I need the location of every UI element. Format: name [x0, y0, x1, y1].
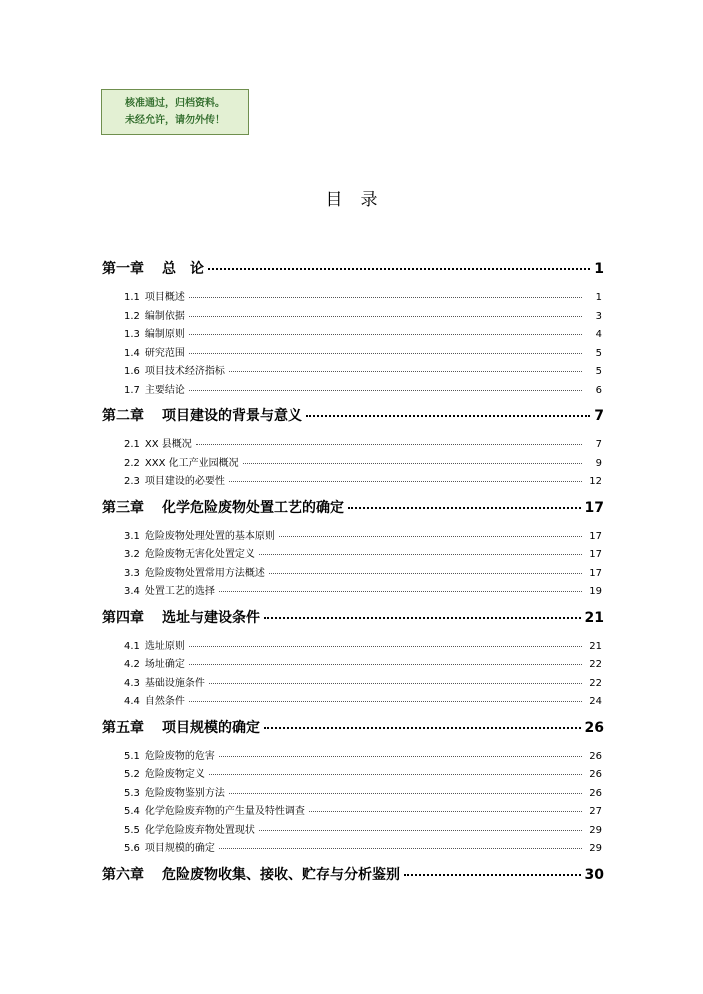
toc-section[interactable]: [102, 674, 604, 693]
section-label: [124, 307, 185, 322]
section-page: 9: [595, 457, 602, 469]
section-number: 2.2: [124, 457, 140, 469]
section-label: [124, 821, 255, 836]
chapter-title: 危险废物收集、接收、贮存与分析鉴别: [162, 866, 400, 883]
section-label: [124, 454, 239, 469]
dot-leader: [219, 591, 582, 592]
section-number: 5.4: [124, 806, 140, 817]
section-page: 29: [589, 843, 602, 854]
toc-chapter[interactable]: [102, 497, 604, 521]
toc-section[interactable]: [102, 692, 604, 711]
chapter-title: 项目规模的确定: [162, 719, 260, 736]
dot-leader: [264, 727, 581, 729]
section-page: 22: [589, 677, 602, 689]
dot-leader: [219, 848, 582, 849]
toc-chapter[interactable]: [102, 405, 604, 429]
section-number: 1.7: [124, 384, 140, 396]
section-page: 17: [589, 549, 602, 560]
section-label: [124, 325, 185, 340]
spacer: [102, 888, 604, 894]
dot-leader: [189, 664, 582, 665]
section-title: XX 县概况: [144, 439, 192, 450]
toc-section[interactable]: [102, 545, 604, 564]
dot-leader: [229, 371, 582, 372]
section-number: 3.2: [124, 549, 140, 560]
dot-leader: [259, 830, 582, 831]
toc-section[interactable]: [102, 527, 604, 546]
section-number: 1.2: [124, 310, 140, 322]
toc-section[interactable]: [102, 564, 604, 583]
section-label: [124, 344, 185, 359]
section-number: 3.1: [124, 530, 140, 542]
section-title: 项目建设的必要性: [144, 476, 225, 487]
section-label: [124, 582, 215, 597]
toc-section[interactable]: [102, 325, 604, 344]
section-label: [124, 288, 185, 303]
section-page: 26: [589, 787, 602, 799]
toc-section[interactable]: [102, 435, 604, 454]
section-page: 27: [589, 806, 602, 817]
dot-leader: [309, 811, 582, 812]
section-label: [124, 674, 205, 689]
section-title: 选址原则: [144, 640, 185, 652]
dot-leader: [348, 507, 581, 509]
dot-leader: [219, 756, 582, 757]
section-page: 26: [589, 750, 602, 762]
section-number: 3.4: [124, 586, 140, 597]
dot-leader: [269, 573, 582, 574]
chapter-label: [102, 717, 260, 737]
toc-chapter[interactable]: [102, 717, 604, 741]
chapter-label: [102, 607, 260, 627]
toc-section[interactable]: [102, 582, 604, 601]
section-label: [124, 435, 192, 450]
dot-leader: [189, 390, 582, 391]
section-number: 5.5: [124, 824, 140, 836]
section-title: XXX 化工产业园概况: [144, 457, 239, 469]
section-page: 17: [589, 530, 602, 542]
chapter-page: 7: [594, 408, 604, 424]
stamp-line-1: 核准通过，归档资料。: [125, 98, 225, 109]
toc-section[interactable]: [102, 307, 604, 326]
dot-leader: [209, 683, 582, 684]
section-number: 4.2: [124, 659, 140, 670]
section-label: [124, 472, 225, 487]
chapter-number: 第二章: [102, 408, 144, 424]
dot-leader: [229, 481, 582, 482]
toc-section[interactable]: [102, 381, 604, 400]
toc-section[interactable]: [102, 802, 604, 821]
chapter-label: [102, 497, 344, 517]
section-title: 项目技术经济指标: [144, 366, 225, 377]
chapter-page: 21: [584, 609, 604, 626]
section-title: 场址确定: [144, 659, 185, 670]
section-page: 29: [589, 824, 602, 836]
section-title: 危险废物的危害: [144, 750, 215, 762]
section-page: 26: [589, 769, 602, 780]
section-title: 基础设施条件: [144, 677, 205, 689]
toc-section[interactable]: [102, 655, 604, 674]
toc-section[interactable]: [102, 344, 604, 363]
section-title: 项目规模的确定: [144, 843, 215, 854]
section-page: 4: [595, 329, 602, 340]
section-label: [124, 564, 265, 579]
toc-section[interactable]: [102, 839, 604, 858]
approval-stamp: [101, 89, 249, 135]
section-label: [124, 362, 225, 377]
section-number: 4.3: [124, 677, 140, 689]
stamp-line-2: 未经允许，请勿外传！: [125, 115, 225, 126]
section-title: 编制依据: [144, 310, 185, 322]
chapter-label: [102, 258, 204, 278]
chapter-label: [102, 405, 302, 425]
chapter-title: 项目建设的背景与意义: [162, 408, 302, 424]
chapter-title: 化学危险废物处置工艺的确定: [162, 499, 344, 516]
section-number: 5.2: [124, 769, 140, 780]
section-label: [124, 692, 185, 707]
section-number: 5.3: [124, 787, 140, 799]
section-page: 12: [589, 476, 602, 487]
chapter-page: 30: [584, 866, 604, 883]
section-page: 3: [595, 310, 602, 322]
chapter-page: 1: [594, 261, 604, 277]
chapter-number: 第六章: [102, 866, 144, 883]
section-label: [124, 637, 185, 652]
section-title: 危险废物处理处置的基本原则: [144, 530, 275, 542]
toc-section[interactable]: [102, 288, 604, 307]
chapter-title: 总 论: [162, 261, 204, 277]
toc-chapter[interactable]: [102, 258, 604, 282]
section-title: 处置工艺的选择: [144, 586, 215, 597]
section-number: 5.1: [124, 750, 140, 762]
section-number: 4.1: [124, 640, 140, 652]
toc-section[interactable]: [102, 637, 604, 656]
table-of-contents: [102, 258, 604, 894]
section-page: 21: [589, 640, 602, 652]
section-page: 24: [589, 696, 602, 707]
section-label: [124, 747, 215, 762]
section-title: 研究范围: [144, 347, 185, 359]
section-title: 主要结论: [144, 384, 185, 396]
chapter-number: 第一章: [102, 261, 144, 277]
dot-leader: [404, 874, 581, 876]
section-label: [124, 527, 275, 542]
chapter-number: 第三章: [102, 499, 144, 516]
chapter-page: 17: [584, 499, 604, 516]
dot-leader: [189, 353, 582, 354]
section-label: [124, 381, 185, 396]
dot-leader: [229, 793, 582, 794]
dot-leader: [259, 554, 582, 555]
dot-leader: [189, 646, 582, 647]
dot-leader: [189, 334, 582, 335]
dot-leader: [208, 268, 590, 270]
section-title: 危险废物定义: [144, 769, 205, 780]
section-page: 22: [589, 659, 602, 670]
toc-section[interactable]: [102, 821, 604, 840]
section-page: 6: [595, 384, 602, 396]
section-title: 危险废物无害化处置定义: [144, 549, 255, 560]
section-title: 项目概述: [144, 292, 185, 303]
section-title: 危险废物鉴别方法: [144, 787, 225, 799]
toc-section[interactable]: [102, 784, 604, 803]
toc-section[interactable]: [102, 765, 604, 784]
dot-leader: [306, 415, 590, 417]
toc-section[interactable]: [102, 362, 604, 381]
dot-leader: [279, 536, 582, 537]
toc-section[interactable]: [102, 747, 604, 766]
section-number: 1.4: [124, 347, 140, 359]
section-number: 4.4: [124, 696, 140, 707]
dot-leader: [189, 701, 582, 702]
section-label: [124, 545, 255, 560]
section-page: 19: [589, 586, 602, 597]
section-label: [124, 655, 185, 670]
section-page: 5: [595, 347, 602, 359]
section-label: [124, 784, 225, 799]
section-title: 化学危险废弃物的产生量及特性调查: [144, 806, 305, 817]
section-number: 1.3: [124, 329, 140, 340]
chapter-label: [102, 864, 400, 884]
dot-leader: [209, 774, 582, 775]
section-page: 17: [589, 567, 602, 579]
section-number: 3.3: [124, 567, 140, 579]
section-label: [124, 839, 215, 854]
chapter-number: 第四章: [102, 609, 144, 626]
dot-leader: [243, 463, 582, 464]
section-title: 编制原则: [144, 329, 185, 340]
section-title: 化学危险废弃物处置现状: [144, 824, 255, 836]
section-number: 1.6: [124, 366, 140, 377]
toc-chapter[interactable]: [102, 607, 604, 631]
section-page: 5: [595, 366, 602, 377]
section-number: 2.1: [124, 439, 140, 450]
section-number: 2.3: [124, 476, 140, 487]
dot-leader: [196, 444, 582, 445]
dot-leader: [189, 297, 582, 298]
chapter-page: 26: [584, 719, 604, 736]
section-label: [124, 802, 305, 817]
section-label: [124, 765, 205, 780]
toc-chapter[interactable]: [102, 864, 604, 888]
section-title: 自然条件: [144, 696, 185, 707]
dot-leader: [189, 316, 582, 317]
section-title: 危险废物处置常用方法概述: [144, 567, 265, 579]
section-number: 1.1: [124, 292, 140, 303]
dot-leader: [264, 617, 581, 619]
chapter-title: 选址与建设条件: [162, 609, 260, 626]
page-title: 目录: [325, 190, 396, 210]
section-page: 7: [595, 439, 602, 450]
section-page: 1: [595, 292, 602, 303]
toc-section[interactable]: [102, 454, 604, 473]
toc-section[interactable]: [102, 472, 604, 491]
section-number: 5.6: [124, 843, 140, 854]
chapter-number: 第五章: [102, 719, 144, 736]
